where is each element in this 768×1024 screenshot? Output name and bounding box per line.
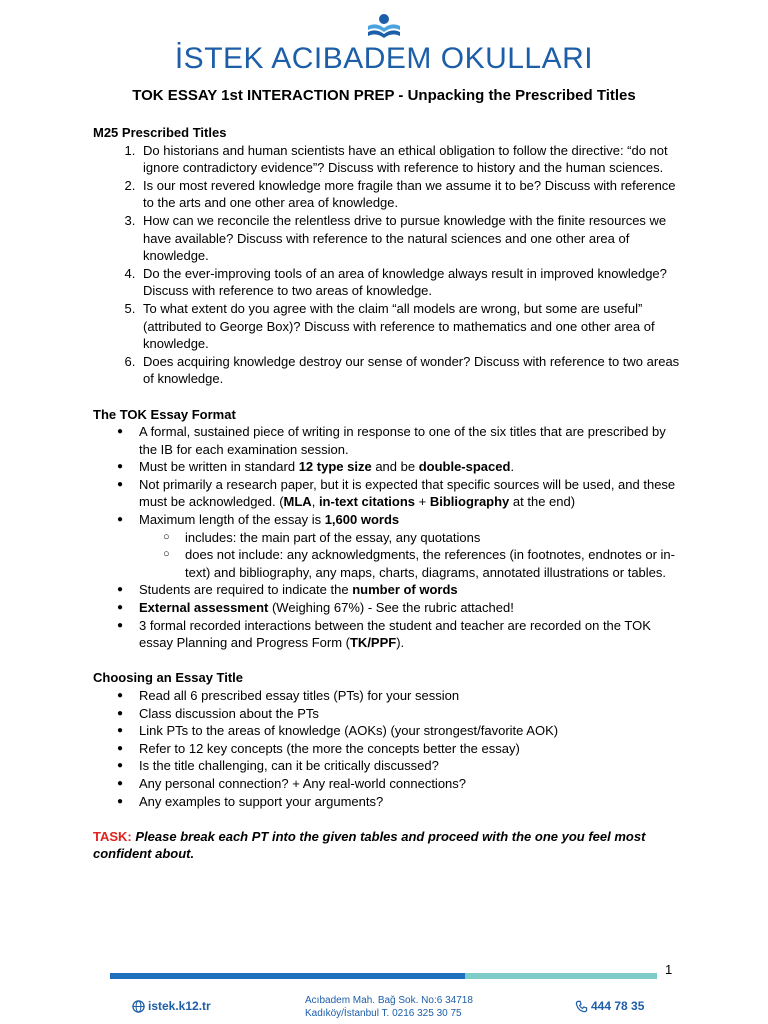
word-count-sublist: [139, 529, 683, 582]
choosing-item: ● Refer to 12 key concepts (the more the concepts better the essay): [139, 740, 683, 758]
page-number: 1: [665, 962, 673, 977]
format-item: ● Maximum length of the essay is 1,600 words ○ includes: the main part of the essay, any quotations ○ does not include: any acknowledgments, the references (in footnotes, endnotes or in-text) and bibliography, any maps, charts, diagrams, annotated illustrations or tables.: [139, 511, 683, 581]
format-item: ● External assessment (Weighing 67%) - See the rubric attached!: [139, 599, 683, 617]
choosing-item: ● Read all 6 prescribed essay titles (PTs) for your session: [139, 687, 683, 705]
task-paragraph: [93, 828, 683, 863]
format-item: ● Students are required to indicate the number of words: [139, 581, 683, 599]
prescribed-title-4: 4. Do the ever-improving tools of an area of knowledge always result in improved knowledge? Discuss with reference to two areas of knowledge.: [139, 265, 683, 300]
prescribed-title-3: 3. How can we reconcile the relentless drive to pursue knowledge with the finite resources we have available? Discuss with reference to the natural sciences and one other area of knowledge.: [139, 212, 683, 265]
choosing-item: ● Is the title challenging, can it be critically discussed?: [139, 757, 683, 775]
footer: [0, 994, 768, 1022]
task-text: Please break each PT into the given tables and proceed with the one you feel most confident about.: [93, 828, 646, 862]
choosing-item: ● Link PTs to the areas of knowledge (AOKs) (your strongest/favorite AOK): [139, 722, 683, 740]
sub-item: ○ does not include: any acknowledgments, the references (in footnotes, endnotes or in-text) and bibliography, any maps, charts, diagrams, annotated illustrations or tables.: [185, 546, 683, 581]
choosing-list: [93, 687, 683, 810]
header-logo: [0, 12, 768, 76]
website-text[interactable]: istek.k12.tr: [148, 999, 211, 1013]
globe-icon: [132, 1000, 145, 1013]
m25-heading: M25 Prescribed Titles: [93, 125, 227, 140]
format-item: ● A formal, sustained piece of writing in response to one of the six titles that are prescribed by the IB for each examination session.: [139, 423, 683, 458]
prescribed-title-1: 1. Do historians and human scientists have an ethical obligation to follow the directive: “do not ignore contradictory evidence”? Discuss with reference to history and the human sciences.: [139, 142, 683, 177]
format-heading: The TOK Essay Format: [93, 406, 236, 422]
format-item: ● Not primarily a research paper, but it is expected that specific sources will be used, and these must be acknowledged. (MLA, in-text citations + Bibliography at the end): [139, 476, 683, 511]
document-title: TOK ESSAY 1st INTERACTION PREP - Unpacking the Prescribed Titles: [132, 87, 636, 104]
prescribed-titles-list: [93, 142, 683, 388]
prescribed-title-6: 6. Does acquiring knowledge destroy our sense of wonder? Discuss with reference to two areas of knowledge.: [139, 353, 683, 388]
choosing-item: ● Any personal connection? + Any real-world connections?: [139, 775, 683, 793]
format-list: [93, 423, 683, 652]
prescribed-title-2: 2. Is our most revered knowledge more fragile than we assume it to be? Discuss with reference to the arts and one other area of knowledge.: [139, 177, 683, 212]
task-label: TASK:: [93, 828, 132, 844]
sub-item: ○ includes: the main part of the essay, any quotations: [185, 529, 683, 547]
format-item: ● Must be written in standard 12 type size and be double-spaced.: [139, 458, 683, 476]
choosing-heading: Choosing an Essay Title: [93, 670, 244, 686]
footer-divider: [110, 973, 657, 979]
choosing-item: ● Any examples to support your arguments?: [139, 793, 683, 811]
footer-phone[interactable]: [575, 999, 644, 1013]
logo-text: İSTEK ACIBADEM OKULLARI: [174, 42, 594, 75]
footer-address: Acıbadem Mah. Bağ Sok. No:6 34718 Kadıköy/İstanbul T. 0216 325 30 75: [305, 995, 473, 1019]
document-body: [93, 124, 683, 863]
phone-text[interactable]: 444 78 35: [591, 999, 645, 1013]
footer-website[interactable]: [132, 999, 211, 1013]
book-logo-icon: [364, 12, 404, 42]
phone-icon: [575, 1000, 588, 1013]
format-item: ● 3 formal recorded interactions between the student and teacher are recorded on the TOK essay Planning and Progress Form (TK/PPF).: [139, 617, 683, 652]
choosing-item: ● Class discussion about the PTs: [139, 705, 683, 723]
prescribed-title-5: 5. To what extent do you agree with the claim “all models are wrong, but some are useful” (attributed to George Box)? Discuss with reference to mathematics and one other area of knowledge.: [139, 300, 683, 353]
